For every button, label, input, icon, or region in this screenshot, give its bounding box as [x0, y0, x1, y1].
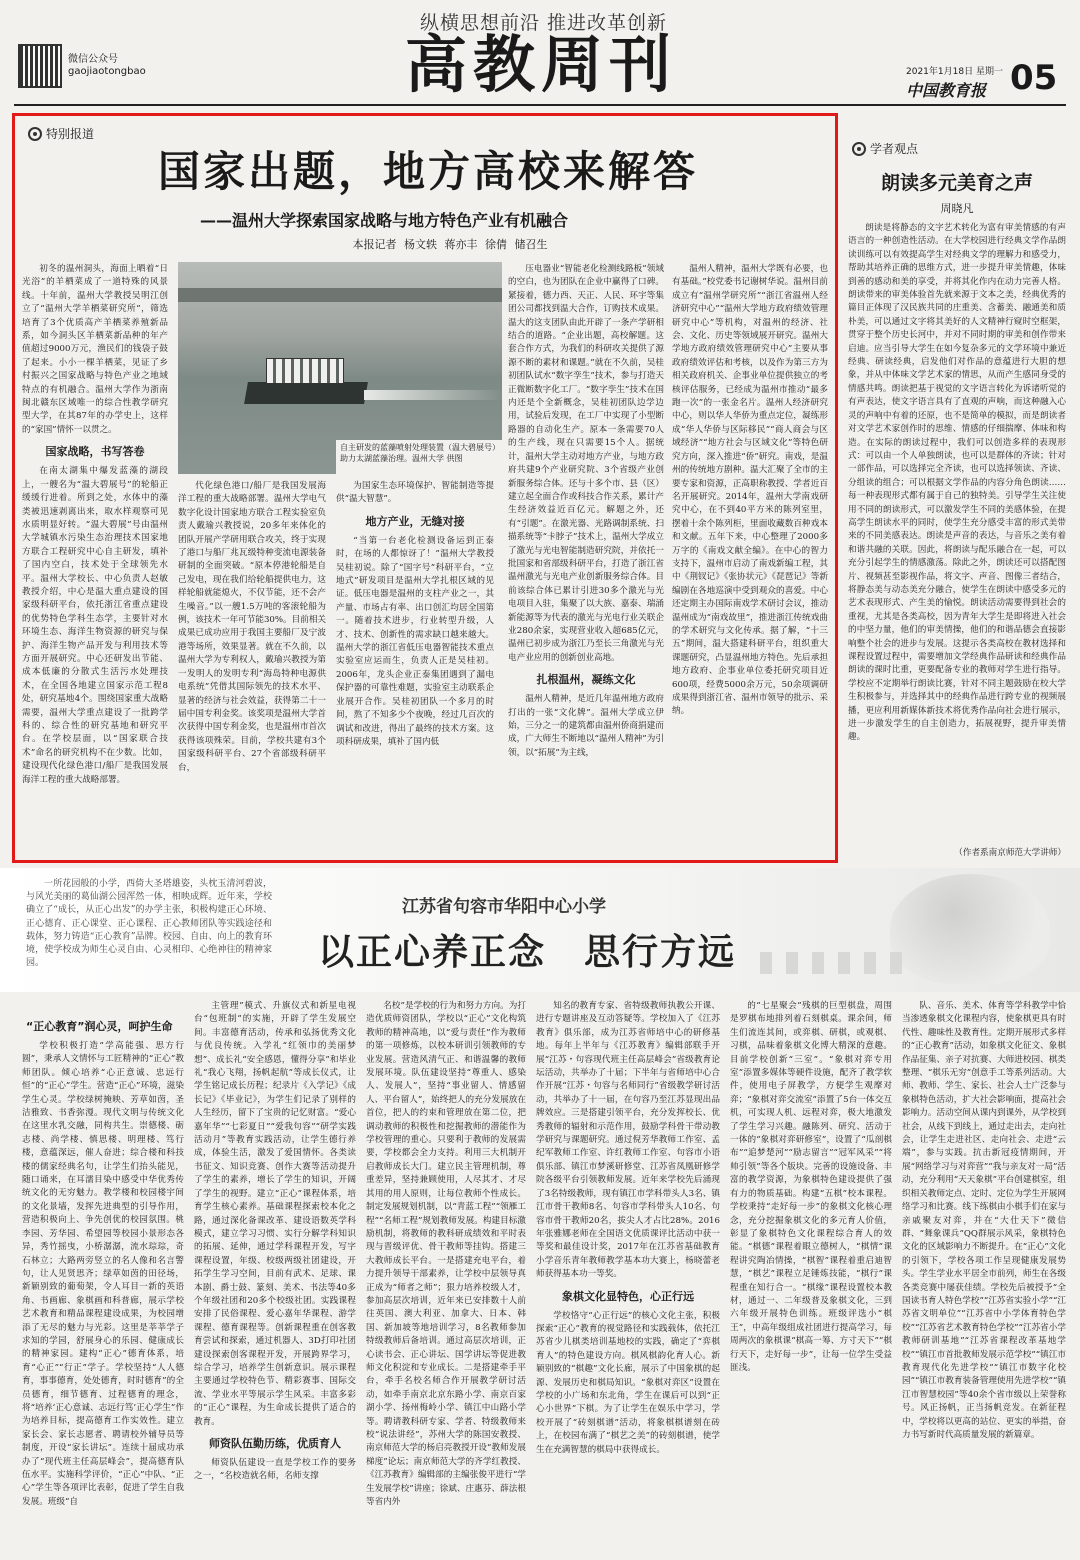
school-subhead-4: 象棋文化显特色，心正行远	[562, 1289, 694, 1303]
wake-icon	[364, 390, 502, 400]
school-col-2	[194, 1000, 356, 1552]
boat-cabin-icon	[266, 358, 344, 384]
wheel-icon	[852, 142, 866, 156]
qr-code-icon	[18, 44, 62, 88]
school-col-6	[902, 1000, 1066, 1552]
feature-col-1-body: 在南太湖集中爆发蓝藻的湖段上，一艘名为“温大碧展号”的轮船正缓缓行进着。所到之处，水体中的藻类被迅速剥离出来，取水样观察可见水质明显好转。“温大碧展”号由温州大学城镇水污染生态治理技术国家地方联合工程研究中心自主研发，填补了国内空白，技术处于全球领先水平。温州大学校长、中心负责人赵敏教授介绍，中心是温大重点建设的国家级科研平台，依托浙江省重点建设的优势特色学科生态学，主要针对水环境生态、海洋生物资源的研究与保护、海洋生物产品开发与利用技术等方面开展研究。中心还研发出节能、成本低廉的分散式生活污水处理技术，在全国各地建立国家示范工程8处，研究基地4个。围绕国家重大战略需要，温州大学重点建设了一批跨学科的、综合性的研究基地和研究平台。在学校层面，以“国家联合技术”命名的研究机构不在少数。比如，建设现代化绿色港口/船厂是我国发展海洋工程的重大战略部署。	[22, 466, 168, 785]
feature-col-4-body: 温州人精神，是近几年温州地方政府打出的一张“文化牌”。温州大学成立伊始，三分之一的建筑都由温州侨商捐建而成，广大师生不断地以“温州人精神”为引领，以“拓展”为主线，	[508, 694, 664, 758]
feature-col-4-text: 压电器业“智能老化检测线路板”领域的空白，也为团队在企业中赢得了口碑。紧接着，德力西、天正、人民、环宇等集团公司都找到温大合作，订购技术成果。温大的这支团队由此开辟了一条产学研相结合的道路。“企业出题，高校解题。这套合作方式，为我们的科研攻关提供了源源不断的素材和课题。”就在不久前，吴桂初团队试水“数字孪生”技术，参与打造天正微断数字化工厂。“数字孪生”技术在国内还是个全新概念，吴桂初团队边学边用，试验后发现，在工厂中实现了小型断路器的自动化生产。原本一条需要70人的生产线，现在只需要15个人。据统计，温州大学主动对地方产业，与地方政府共建9个产业研究院、3个省级产业创新服务综合体。还与十多个市、县（区）建立起全面合作或科技合作关系，累计产生经济效益近百亿元。解题之外，还有“引题”。在激光器、光路调制系统、扫描系统等“卡脖子”技术上，温州大学成立了激光与光电智能制造研究院，并依托一批国家和省部级科研平台，打造了浙江省温州激光与光电产业创新服务综合体。目前该综合体已累计引进30多个激光与光电项目入驻，集聚了以大族、嘉泰、瑞涌新能源等为代表的激光与光电行业关联企业280余家，实现营业收入超685亿元，温州已初步成为浙江乃至长三角激光与光电产业应用的创新创业高地。	[508, 264, 664, 663]
wheel-icon	[28, 127, 42, 141]
opinion-note: （作者系南京师范大学讲师）	[954, 848, 1066, 858]
school-col-4	[536, 1000, 720, 1552]
feature-col-5-text: 温州人精神，温州大学既有必要，也有基础。”校党委书记谢树华说。温州目前成立有“温州学研究所”“浙江省温州人经济研究中心”“温州大学地方政府绩效管理研究中心”等机构，对温州的经济、社会、文化、历史等领域展开研究。温州大学地方政府绩效管理研究中心”主要从事政府绩效评估和考核，以及作为第三方为相关政府机关、企事业单位提供独立的考核评估服务，已经成为温州市推动“最多跑一次”的一张金名片。温州人经济研究中心，则以华人华侨为重点定位，凝练形成“华人华侨与区际移民”“商人商会与区域经济”“地方社会与区域文化”等特色研究方向，深入推进“侨”研究。南戏，是温州的传统地方剧种。温大汇聚了全市的主要专家和资源，正高职称教授、学者近百名开展研究。2014年，温州大学南戏研究中心，在不到40平方米的陈列室里，摆着十余个陈列柜，里面收藏数百种戏本和文献。五年下来，中心整理了2000多万字的《南戏文献全编》。在中心的智力支持下，温州市启动了南戏新编工程，其中《荆钗记》《张协状元》《琵琶记》等新编剧在各地巡演中受到观众的喜爱。中心还定期主办国际南戏学术研讨会议，推动温州成为“南戏故里”，推进浙江传统戏曲的学术研究与文化传承。据了解，“十三五”期间，温大搭建科研平台，组织重大课题研究，凸显温州地方特色。先后承担地方政府、企事业单位委托研究项目近600项，经费5000余万元，50余项调研成果得到浙江省、温州市领导的批示、采纳。	[672, 264, 828, 717]
school-col-1-text: 学校积极打造“学高能强、思方行圆”，秉承人文情怀与工匠精神的“正心”教师团队。倾心培养“心正意诚、忠远行恒”的“正心”学生。营造“正心”环境，滋染学生心灵。学校绿树掩映、芳草如茵，圣洁雅致、书香弥漫。现代文明与传统文化在这里水乳交融，同构共生。崇德楼、砺志楼、尚学楼、慎思楼、明理楼、笃行楼，意蕴深远，催人奋进；综合楼和科技楼的儒家经典名句，让学生们抬头能见，随口诵来，在耳濡目染中感受中华优秀传统文化的无穷魅力。教学楼和校园楼宇间的文化景墙，发挥先进典型的引导作用，营造积极向上、争先创优的校园氛围。桃李园、芳华园、希望园等校园小景形态各异，秀竹摇曳，小桥潺潺，流水琮琮，奇石林立；大路两旁竖立的名人像和名言警句，让人见贤思齐；绿草如茵的田径场，新颖别致的葡萄架，令人耳目一新的英语角、书画廊、象棋画和科普廊，展示学校艺术教育和精品课程建设成果，为校园增添了无尽的魅力与光彩。这里是莘莘学子求知的学园，舒展身心的乐园、健康成长的精神家园。建构“正心”德育体系，培育“心正”“行正”学子。学校坚持“人人德育，事事德育，处处德育，时时德育”的全员德育，细节德育、过程德育的理念，将“培养‘正心意诚、志远行笃’正心学生”作为培养目标，提高德育工作实效性。建立家长会、家长志愿者、聘请校外辅导员等制度，开设“家长讲坛”。连续十届成功承办了“现代班主任高层峰会”，提高德育队伍水平。实施科学评价，“正心”中队、“正心”学生等各项评比表彰，促进了学生自我发展。班级“自	[22, 1041, 184, 1507]
feature-col-3-text: 为国家生态环境保护、智能制造等提供“温大智慧”。	[336, 481, 494, 505]
school-name: 江苏省句容市华阳中心小学	[402, 897, 606, 917]
feature-tag-label: 特别报道	[46, 127, 95, 141]
opinion-tag-label: 学者观点	[870, 142, 919, 156]
page-number: 05	[1010, 58, 1058, 98]
feature-byline: 本报记者 杨文轶 蒋亦丰 徐倩 储召生	[352, 238, 548, 251]
feature-headline: 国家出题，地方高校来解答	[157, 147, 698, 196]
school-headline: 以正心养正念 思行方远	[318, 932, 737, 973]
paper-logo: 中国教育报	[906, 81, 987, 100]
tree-silhouette-icon	[890, 874, 1050, 984]
feature-col-5	[672, 263, 828, 855]
feature-col-4	[508, 263, 664, 855]
school-col-5-text: 的“七星聚会”残棋的巨型棋盘，周围是罗棋布地排列着石刻棋桌。课余间，师生们流连其间，或弈棋、研棋，或观棋、习棋，品味着象棋文化博大精深的意趣。目前学校创新“三室”。“象棋对弈专用室”添置多媒体等硬件设施，配齐了教学软件，使用电子屏教学，方便学生观摩对弈；“象棋对弈交流室”添置了5台一体交互机，可实现人机、远程对弈，极大地激发了学生学习兴趣。融陈列、研究、活动于一体的“象棋对弈研修室”，设置了“瓜剖棋布”“追梦楚河”“励志留言”“冠军风采”“将帅引领”等各个版块。完善的设施设备、丰富的教学资源，为象棋特色建设提供了强有力的物质基础。构建“五棋”校本课程。学校秉持“走好每一步”的象棋文化核心理念，充分挖掘象棋文化的多元育人价值，彰显了象棋特色文化课程综合育人的效能。“棋德”课程着眼立德树人，“棋情”课程讲究陶冶情操，“棋智”课程着重启迪智慧，“棋艺”课程立足锤炼技能，“棋行”课程重在知行合一。“棋缘”课程设置校本教材，通过一、二年级普及象棋文化，三到六年级开展特色训练。班级评选小“棋王”，中高年级组成社团进行提高学习，每周两次的象棋课“棋高一筹、方寸天下”“棋行天下，走好每一步”，让每一位学生受益匪浅。	[730, 1001, 892, 1373]
school-col-1-heading: “正心教育”润心灵，呵护生命	[26, 1020, 173, 1033]
school-intro-text: 一所花园般的小学，西倚大圣塔雄姿，头枕玉清河碧波，与风光美丽的葛仙湖公园浑然一体，相映成辉。近年来，学校确立了“成长，从正心出发”的办学主张，积极构建正心环境、正心德育、正心课堂、正心课程、正心教师团队等实践途径和载体，努力铸造“正心教育”品牌。校园、自由、向上的教育环境，使学校成为师生心灵自由、心灵相印、心绝神往的精神家园。	[26, 879, 272, 969]
opinion-body-text: 朗读是将静态的文字艺术转化为富有审美情感的有声语言的一种创造性活动。在大学校园进行经典文学作品朗读训练可以有效提高学生对经典文学的理解力和感受力，帮助其培养正确的思维方式，进一步提升审美情趣，体味到善的感动和美的享受，并将其化作内在动力完善人格。朗读带来的审美体验首先就来源于文本之美，经典优秀的篇目正体现了汉民族共同的庄重美、含蓄美、融通美和质朴美，可以通过文字将其美好的人文精神行窥时空框架，贯穿于整个历史长河中，并对不同时期的审美和创作带来启迪。应当引导大学生在如今复杂多元的文学环境中兼近经典、研读经典，启发他们对作品的意蕴进行大胆的想象，并从中体味文学艺术家的情思，从而产生感同身受的情感共鸣。朗读把基于视觉的文字语言转化为诉诸听觉的有声表达，使文字语言具有了直观的声响，而这种融入心灵的声响中有着的还原，也不是简单的模拟，而是朗读者对文学艺术家创作时的思维、情感的仔细揣摩、体味和构造。在实际的朗读过程中，我们可以创造多样的表现形式：可以由一个人单独朗读，也可以是群体的齐读；针对一部作品，可以选择完全齐读，也可以选择领读、齐读、分组读的组合；可以根据文学作品的内容分角色朗读……每一种表现形式都有属于自己的独特美。引导学生关注使用不同的朗读形式，可以激发学生不同的美感体验，在提高学生朗读水平的同时，使学生充分感受丰富的形式美带来的不同美感表达。朗读是声音的表达，与音乐之美有着和谐共融的关联。因此，将朗读与配乐融合在一起，可以充分引起学生的情感激荡。除此之外，朗读还可以搭配图片、视频甚至影视作品，将文字、声音、图像三者结合，将静态美与动态美充分融合，使学生在朗读中感受多元的艺术表现形式、产生美的愉悦。朗读活动需要得到社会的重视，尤其是各类高校，因为青年大学生是即将进入社会的中坚力量，他们的审美情操，他们的和谐品德会直接影响整个社会的进步与发展。这提示各类高校在教材选择和课程设置过程中，需要增加文学经典作品研读和经典作品朗读的课时比重，更要配备专业的教师对学生进行指导。学校应不定期举行朗读比赛，针对不同主题鼓励在校大学生积极参与，并选择其中的经典作品进行跨专业的视频展播，更应利用新媒体新技术将优秀作品向社会进行展示，进一步激发学生的自主创造力，拓展视野，提升审美情趣。	[848, 223, 1066, 743]
masthead-rule	[14, 104, 1066, 106]
school-intro	[26, 878, 272, 984]
qr-caption: 微信公众号	[68, 54, 118, 65]
school-banner	[0, 868, 1080, 992]
opinion-author: 周晓凡	[940, 202, 974, 215]
feature-subhead-1: 国家战略，书写答卷	[45, 445, 145, 459]
opinion-body	[848, 222, 1066, 842]
shore-strip-icon	[178, 288, 502, 302]
photo-caption-box	[336, 440, 502, 480]
school-col-5	[730, 1000, 892, 1552]
school-col-4-body: 学校恪守“心正行远”的核心文化主张，积极探索“正心”教育的视觉路径和实践载体，依托江苏省少儿棋类培训基地校的实践，确定了“弈棋育人”的特色建设方向。棋风棋韵化育人心。新颖别致的“棋趣”文化长廊，展示了中国象棋的起源、发展历史和棋局知识。“象棋对弈区”设置在学校的小广场和东北角，学生在课后可以到“正心小世界”下棋。为了让学生在娱乐中学习，学校开展了“砖刻棋谱”活动，将象棋棋谱刻在砖上，在校园布满了“棋艺之美”的砖刻棋谱，使学生在充满智慧的棋局中获得成长。	[536, 1310, 720, 1455]
feature-col-1	[22, 263, 168, 855]
qr-id: gaojiaotongbao	[68, 66, 146, 77]
feature-col-2-text: 代化绿色港口/船厂是我国发展海洋工程的重大战略部署。温州大学电气数字化设计国家地方联合工程实验室负责人戴瑜兴教授说，20多年来体化的团队开展产学研用联合攻关，终于实现了港口与船厂兆瓦级特种变流电源装备研制的全面突破。“原本停港轮船是自己发电，现在我们给轮船提供电力，这样轮船就能熄火，不仅节能，还不会产生噪音。”以一艘1.5万吨的客滚轮船为例，该技术一年可节能30%。目前相关成果已成功应用于我国主要船厂及宁波港等场所，效果显著。就在不久前，以温州大学为专利权人，戴瑜兴教授为第一发明人的发明专利“海岛特种电源供电系统”凭借其国际领先的技术水平、显著的经济与社会效益，获得第二十一届中国专利金奖。该奖项是温州大学首次获得中国专利金奖，也是温州市首次获得该项殊荣。目前，学校共建有3个国家级科研平台、27个省部级科研平台，	[178, 481, 326, 773]
school-col-2-text: 主管理”模式、升旗仪式和新星电视台“包班制”的实施，开辟了学生发展空间。丰富德育活动，传承和弘扬优秀文化与优良传统。入学礼“红领巾的美丽梦想”、成长礼“安全感恩，懂得分享”和毕业礼“我心飞翔，扬帆起航”等成长仪式，让学生铭记成长历程；纪录片《入学记》《成长记》《毕业记》，为学生们记录了别样的人生经历，留下了宝贵的记忆财富。“爱心嘉年华”“七彩夏日”“爱我句容”“研学实践活动月”等教育实践活动，让学生德行养成，体验生活，激发了爱国情怀。各类读书征文、知识竞赛、创作大赛等活动提升了学生的素养，增长了学生的知识，开阔了学生的视野。建立“正心”课程体系，培育学生核心素养。基础课程探索校本化之路，通过深化备课改革、建设语数英学科模式，建立学习习惯、实行分解学科知识的拓展、延伸，通过学科课程开发，写字课程设置，年级、校级两级社团建设，开拓学生学习空间，目前有武术、足球、课本剧、爵士鼓、篆刻、美术、书法等40多个年级社团和20多个校级社团。实践课程安排了民俗课程、爱心嘉年华课程、游学课程、德育课程等。创新课程重在创客教育尝试和探索，通过机器人、3D打印社团建设探索创客课程开发，开展跨界学习，综合学习，培养学生创新意识。展示课程主要通过学校特色节、精彩赛事、国际交流、学业水平等展示学生风采。丰富多彩的“正心”课程，为生命成长提供了适合的教育。	[194, 1001, 356, 1427]
masthead-title: 高教周刊	[405, 28, 678, 101]
opinion-headline: 朗读多元美育之声	[880, 172, 1033, 194]
photo-caption: 自主研发的蓝藻喷射处理装置（温大碧展号）助力太湖蓝藻治理。温州大学 供图	[340, 443, 496, 463]
masthead-slogan: 纵横思想前沿 推进改革创新	[420, 12, 668, 34]
masthead	[0, 0, 1080, 110]
school-col-3	[366, 1000, 526, 1552]
feature-col-1-text: 初冬的温州洞头，海面上晒着“日光浴”的羊栖菜成了一道特殊的风景线。十年前，温州大学教授吴明江创立了“温州大学羊栖菜研究所”，筛选培育了3个优质高产羊栖菜养殖新品系，如今洞头区羊栖菜新品种的年产值超过9000万元，渔民们的钱袋子鼓了起来。小小一棵羊栖菜，见证了乡村振兴之国家战略与特色产业之地域特点的有机融合。温州大学作为浙南闽北赣东区域唯一的综合性教学研究型大学，在其87年的办学史上，这样的“家国”情怀一以贯之。	[22, 264, 168, 435]
feature-col-3-body: “当第一台老化检测设备运到正泰时，在场的人都惊讶了！”温州大学教授吴桂初说。除了“国字号”科研平台，“立地式”研发项目是温州大学扎根区域的见证。低压电器是温州的支柱产业之一，其产量、市场占有率、出口创汇均居全国第一。随着技术进步，行业转型升级，人才、技术、创新性的需求缺口越来越大。温州大学的浙江省低压电器智能技术重点实验室应运而生，负责人正是吴桂初。2006年，龙头企业正泰集团遇到了漏电保护器的可靠性难题，实验室主动联系企业展开合作。吴桂初团队一个多月的时间，熬了不知多少个夜晚，经过几百次的调试和改进，得出了最终的技术方案。这项科研成果，填补了国内低	[336, 535, 494, 747]
children-silhouette-icon	[760, 952, 910, 974]
feature-col-3	[336, 480, 494, 855]
feature-subhead-2: 地方产业，无缝对接	[365, 514, 465, 528]
school-col-2-body: 师资队伍建设一直是学校工作的要务之一，“名校造就名师，名师支撑	[194, 1458, 356, 1482]
school-col-4-text: 知名的教育专家、省特级教师执教公开课、进行专题讲座及互动答疑等。学校加入了《江苏教育》俱乐部，成为江苏省师培中心的研修基地。每年上半年与《江苏教育》编辑部联手开展“江苏・句容现代班主任高层峰会”省级教育论坛活动，共举办了十届；下半年与省师培中心合作开展“江苏・句容与名师同行”省级教学研讨活动，共举办了十一届，在句容乃至江苏显现出品牌效应。三是搭建引领平台，充分发挥校长、优秀教师的辐射和示范作用，鼓励学科骨干带动教学研究与课题研究。通过倪芳华教师工作室、孟纪军教师工作室、许红教师工作室、句容市小语俱乐部、镇江市梦溪研修堂、江苏省凤凰研修学院各级平台引领教师发展。近年来学校先后涌现了3名特级教师，现有镇江市学科带头人3名、镇江市骨干教师8名、句容市学科带头人10名、句容市骨干教师20名，拔尖人才占比28%。2016年张雅娜老师在全国语文优质课评比活动中获一等奖和最佳设计奖，2017年在江苏省基础教育小学音乐青年教师教学基本功大赛上，杨晓蕾老师获得基本功一等奖。	[536, 1001, 720, 1280]
boat-hull-icon	[244, 382, 368, 404]
feature-tag	[28, 125, 94, 142]
school-subhead-2: 师资队伍勤历练，优质育人	[209, 1437, 341, 1450]
feature-subheadline: ——温州大学探索国家战略与地方特色产业有机融合	[200, 211, 569, 230]
school-col-1	[22, 1040, 184, 1552]
school-col-6-text: 队、音乐、美术、体育等学科教学中恰当渗透象棋文化课程内容，使象棋更具有时代性、趣味性及教育性。定期开展形式多样的“正心教育”活动，如象棋文化征文、象棋作品征集、亲子对抗赛、大师进校园、棋类整理、“棋乐无穷”创意手工等系列活动。大师、教师、学生、家长、社会人士广泛参与象棋特色活动，扩大社会影响面，提高社会影响力。活动空间从课内到课外，从学校到社会，从线下到线上，通过走出去，走向社会，让学生走进社区、走向社会、走进“云端”，参与实践。抗击新冠疫情期间，开展“网络学习与对弈营”“我与亲友对一局”活动，充分利用“天天象棋”平台创建棋室，组织相关教师定点、定时、定位为学生开展网络学习和比赛。线下练棋由小棋手们在家与亲戚聚友对弈，并在“大仕天下”微信群、“舞象课兵”QQ群展示风采，象棋特色文化的区域影响力不断提升。在“正心”文化的引领下，学校各项工作呈现健康发展势头。学生学业水平居全市前列，师生在各级各类竞赛中屡获佳绩。学校先后被授予“全国读书育人特色学校”“江苏省实验小学”“江苏省文明单位”“江苏省中小学体育特色学校”“江苏省艺术教育特色学校”“江苏省小学教师研训基地”“江苏省课程改革基地学校”“镇江市首批教师发展示范学校”“镇江市教育现代化先进学校”“镇江市数字化校园”“镇江市教育装备管理使用先进学校”“镇江市智慧校园”等40余个省市级以上荣誉称号。风正扬帆，正当扬帆竞发。在新征程中，学校将以更高的站位、更实的举措，奋力书写新时代高质量发展的新篇章。	[902, 1001, 1066, 1440]
issue-date: 2021年1月18日 星期一	[906, 67, 1003, 77]
school-col-3-text: 名校”是学校的行为和努力方向。为打造优质师资团队，学校以“正心”文化构筑教师的精神高地，以“爱与责任”作为教师的第一项修炼，以校本研训引领教师的专业发展。营造风清气正、和谐温馨的教师发展环境。队伍建设坚持“尊重人、感染人、发展人”，坚持“事业留人、情感留人、平台留人”，始终把人的充分发展放在首位，把人的约束和管理放在第二位，把调动教师的积极性和挖掘教师的潜能作为学校管理的重心。只要利于教师的发展需要，学校都会全力支持。利用三大机制开启教师成长大门。建立民主管理机制，尊重差异，坚持兼顾使用，人尽其才、才尽其用的用人原则，让每位教师个性成长。制定发展规划机制，以“青蓝工程”“领雁工程”“名师工程”规划教师发展。构建目标激励机制，将教师的教科研成绩效和平时表现与晋级评优、骨干教师等挂钩。搭建三大教师成长平台。一是搭建充电平台，着力提升领导干部素养，让学校中层领导真正成为“师者之师”；狠力培养校级人才，参加高层次培训，近年来已安排数十人前往英国、澳大利亚、加拿大、日本、韩国、新加坡等地培训学习，8名教师参加特级教师后备培训。通过高层次培训，正心读书会、正心讲坛、国学讲坛等促进教师文化积淀和专业成长。二是搭建牵手平台，牵手名校名师合作开展教学研讨活动，如牵手南京北京东路小学、南京百家湖小学、扬州梅岭小学、镇江中山路小学等。聘请教科研专家、学者、特级教师来校“说法讲经”，苏州大学的陈国安教授、南京师范大学的杨启亮教授开设“教师发展梯度”论坛；南京师范大学的齐学红教授、《江苏教育》编辑部的主编张俊平进行“学生发展学校”讲座；徐斌、庄惠芬、薛法根等省内外	[366, 1001, 526, 1508]
feature-col-2	[178, 480, 326, 855]
opinion-tag	[852, 140, 918, 157]
feature-subhead-3: 扎根温州，凝练文化	[536, 673, 636, 687]
